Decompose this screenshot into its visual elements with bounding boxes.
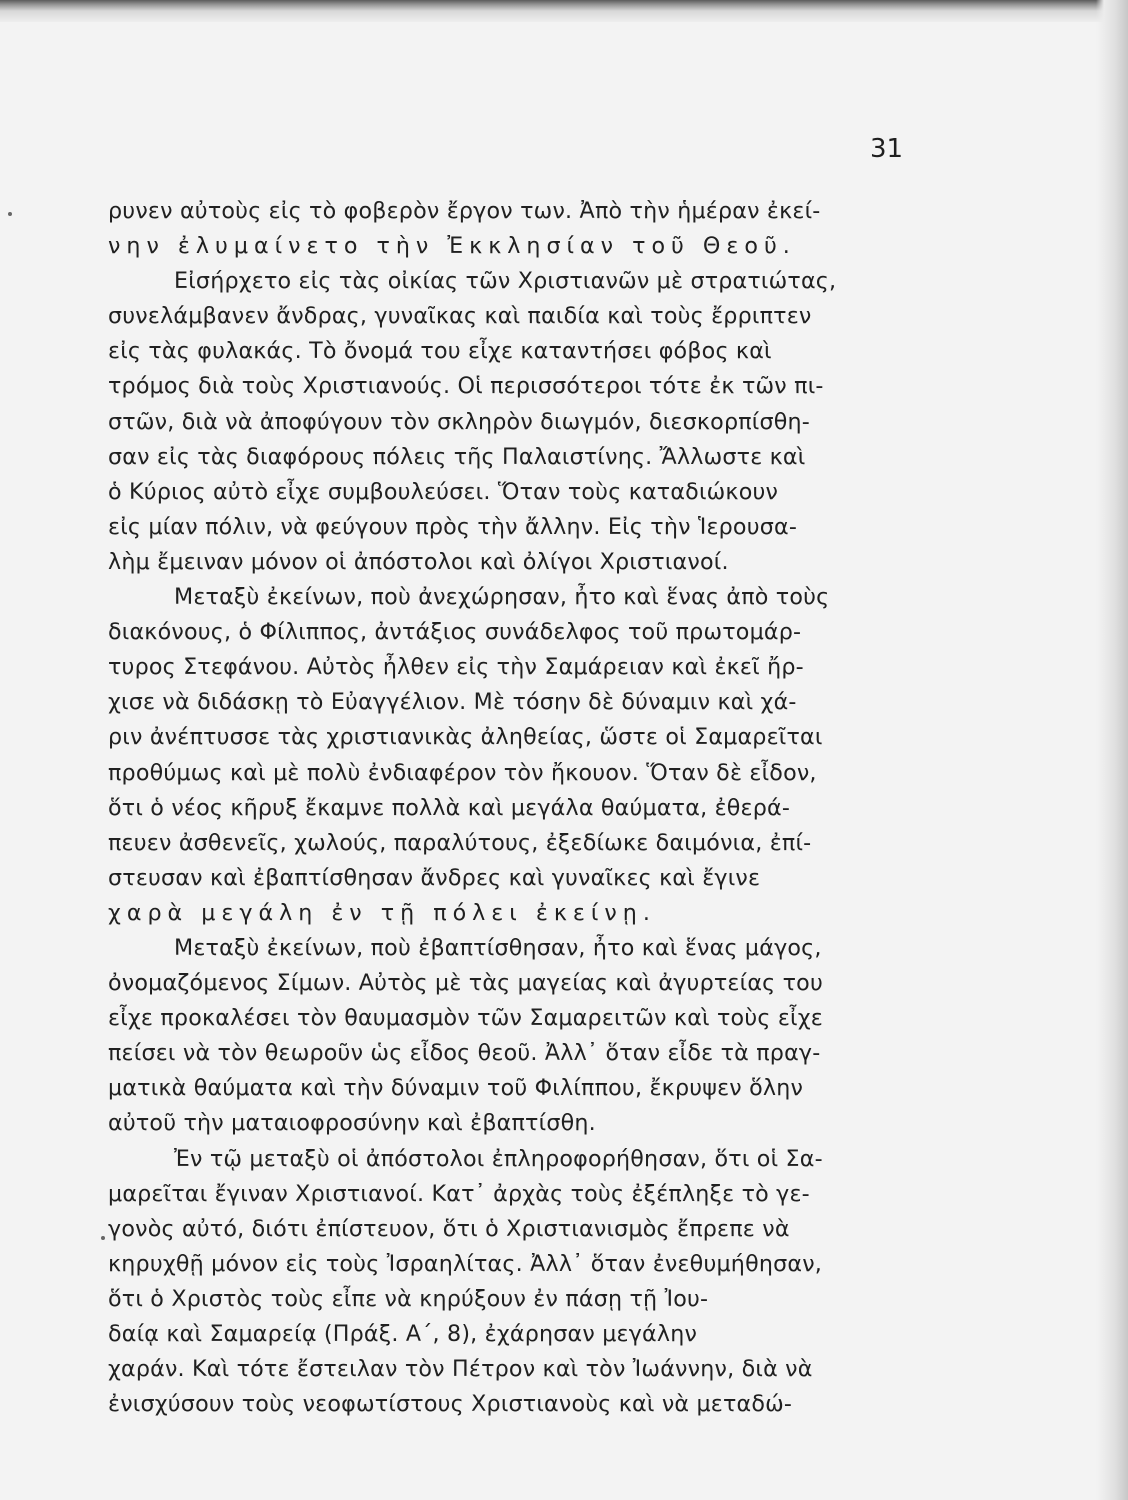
text-line: τυρος Στεφάνου. Αὐτὸς ἦλθεν εἰς τὴν Σαμάρειαν καὶ ἐκεῖ ἤρ-: [108, 654, 804, 681]
text-line: ἐνισχύσουν τοὺς νεοφωτίστους Χριστιανοὺς καὶ νὰ μεταδώ-: [108, 1391, 793, 1418]
text-line: στευσαν καὶ ἐβαπτίσθησαν ἄνδρες καὶ γυναῖκες καὶ ἔγινε: [108, 864, 761, 891]
text-line: ματικὰ θαύματα καὶ τὴν δύναμιν τοῦ Φιλίππου, ἔκρυψεν ὅλην: [108, 1075, 804, 1102]
text-line: λὴμ ἔμειναν μόνον οἱ ἀπόστολοι καὶ ὀλίγοι Χριστιανοί.: [108, 548, 729, 575]
text-line: νην ἐλυμαίνετο τὴν Ἐκκλησίαν τοῦ Θεοῦ.: [108, 233, 796, 260]
scan-speck: [101, 1236, 105, 1240]
text-line: Ἐν τῷ μεταξὺ οἱ ἀπόστολοι ἐπληροφορήθησαν, ὅτι οἱ Σα-: [174, 1145, 823, 1172]
text-line: Μεταξὺ ἐκείνων, ποὺ ἀνεχώρησαν, ἦτο καὶ ἕνας ἀπὸ τοὺς: [174, 584, 830, 611]
text-line: χαράν. Καὶ τότε ἔστειλαν τὸν Πέτρον καὶ τὸν Ἰωάννην, διὰ νὰ: [108, 1356, 813, 1383]
text-line: ὁ Κύριος αὐτὸ εἶχε συμβουλεύσει. Ὅταν τοὺς καταδιώκουν: [108, 478, 779, 505]
text-line: ρυνεν αὐτοὺς εἰς τὸ φοβερὸν ἔργον των. Ἀπὸ τὴν ἡμέραν ἐκεί-: [108, 198, 821, 224]
body-text: [108, 194, 940, 1422]
text-line: μαρεῖται ἔγιναν Χριστιανοί. Κατ᾿ ἀρχὰς τοὺς ἐξέπληξε τὸ γε-: [108, 1180, 810, 1207]
text-line: κηρυχθῇ μόνον εἰς τοὺς Ἰσραηλίτας. Ἀλλ᾿ ὅταν ἐνεθυμήθησαν,: [108, 1250, 823, 1277]
text-line: τρόμος διὰ τοὺς Χριστιανούς. Οἱ περισσότεροι τότε ἐκ τῶν πι-: [108, 373, 824, 400]
text-line: συνελάμβανεν ἄνδρας, γυναῖκας καὶ παιδία καὶ τοὺς ἔρριπτεν: [108, 303, 812, 330]
scan-speck: [8, 212, 12, 216]
page-number: 31: [870, 134, 904, 164]
text-line: δαίᾳ καὶ Σαμαρείᾳ (Πράξ. Α΄, 8), ἐχάρησαν μεγάλην: [108, 1321, 698, 1347]
text-line: ριν ἀνέπτυσσε τὰς χριστιανικὰς ἀληθείας, ὥστε οἱ Σαμαρεῖται: [108, 724, 823, 751]
text-line: στῶν, διὰ νὰ ἀποφύγουν τὸν σκληρὸν διωγμόν, διεσκορπίσθη-: [108, 408, 810, 435]
text-line: ὅτι ὁ Χριστὸς τοὺς εἶπε νὰ κηρύξουν ἐν πάσῃ τῇ Ἰου-: [108, 1285, 709, 1312]
text-line: σαν εἰς τὰς διαφόρους πόλεις τῆς Παλαιστίνης. Ἄλλωστε καὶ: [108, 443, 806, 470]
text-line: εἰς τὰς φυλακάς. Τὸ ὄνομά του εἶχε καταντήσει φόβος καὶ: [108, 338, 772, 365]
text-line: Μεταξὺ ἐκείνων, ποὺ ἐβαπτίσθησαν, ἦτο καὶ ἕνας μάγος,: [174, 934, 822, 961]
text-line: Εἰσήρχετο εἰς τὰς οἰκίας τῶν Χριστιανῶν μὲ στρατιώτας,: [174, 268, 837, 295]
text-line: πείσει νὰ τὸν θεωροῦν ὡς εἶδος θεοῦ. Ἀλλ᾿ ὅταν εἶδε τὰ πραγ-: [108, 1040, 821, 1067]
text-line: πευεν ἀσθενεῖς, χωλούς, παραλύτους, ἐξεδίωκε δαιμόνια, ἐπί-: [108, 829, 812, 856]
text-line: γονὸς αὐτό, διότι ἐπίστευον, ὅτι ὁ Χριστιανισμὸς ἔπρεπε νὰ: [108, 1215, 790, 1242]
text-line: αὐτοῦ τὴν ματαιοφροσύνην καὶ ἐβαπτίσθη.: [108, 1110, 596, 1137]
text-line: προθύμως καὶ μὲ πολὺ ἐνδιαφέρον τὸν ἤκουον. Ὅταν δὲ εἶδον,: [108, 759, 817, 786]
text-line: χαρὰ μεγάλη ἐν τῇ πόλει ἐκείνῃ.: [108, 899, 656, 926]
text-line: διακόνους, ὁ Φίλιππος, ἀντάξιος συνάδελφος τοῦ πρωτομάρ-: [108, 619, 802, 646]
text-line: εἰς μίαν πόλιν, νὰ φεύγουν πρὸς τὴν ἄλλην. Εἰς τὴν Ἱερουσα-: [108, 513, 798, 540]
scan-top-edge: [0, 0, 1128, 22]
text-line: ὅτι ὁ νέος κῆρυξ ἔκαμνε πολλὰ καὶ μεγάλα θαύματα, ἐθερά-: [108, 794, 791, 821]
scan-right-edge: [1096, 0, 1128, 1500]
text-line: χισε νὰ διδάσκῃ τὸ Εὐαγγέλιον. Μὲ τόσην δὲ δύναμιν καὶ χά-: [108, 689, 797, 716]
text-line: ὀνομαζόμενος Σίμων. Αὐτὸς μὲ τὰς μαγείας καὶ ἀγυρτείας του: [108, 970, 823, 997]
text-line: εἶχε προκαλέσει τὸν θαυμασμὸν τῶν Σαμαρειτῶν καὶ τοὺς εἶχε: [108, 1005, 823, 1032]
